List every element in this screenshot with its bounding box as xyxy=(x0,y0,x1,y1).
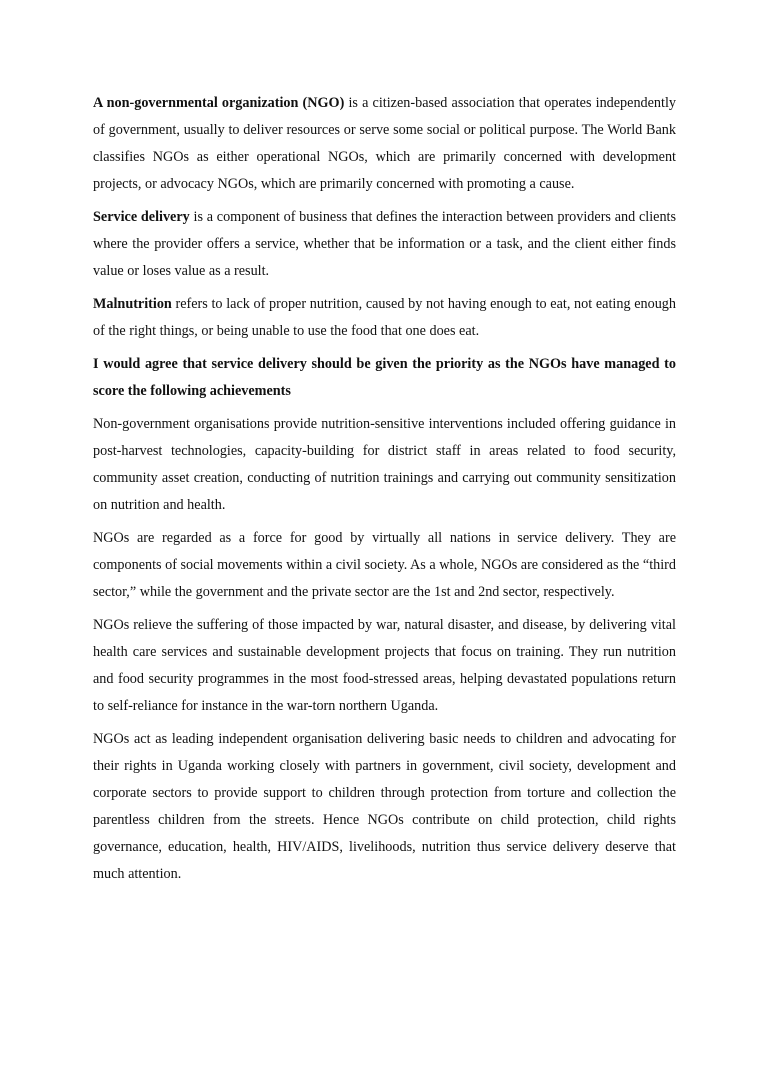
thesis-statement: I would agree that service delivery should be given the priority as the NGOs have managed to score the following achievements xyxy=(93,356,676,399)
term-ngo: A non-governmental organization (NGO) xyxy=(93,95,345,111)
paragraph-thesis-statement xyxy=(93,351,676,405)
term-malnutrition: Malnutrition xyxy=(93,296,172,312)
paragraph-text: is a citizen-based association that operates independently of government, usually to deliver resources or serve some social or political purpose. The World Bank classifies NGOs as either operational NGOs, which are primarily concerned with development projects, or advocacy NGOs, which are primarily concerned with promoting a cause. xyxy=(93,95,677,192)
paragraph-service-delivery-definition xyxy=(93,204,676,285)
paragraph-ngo-definition xyxy=(93,90,676,198)
paragraph-text: Non-government organisations provide nutrition-sensitive interventions included offering guidance in post-harvest technologies, capacity-building for district staff in areas related to food security, community asset creation, conducting of nutrition trainings and carrying out community sensitization on nutrition and health. xyxy=(93,416,676,513)
paragraph-text: refers to lack of proper nutrition, caused by not having enough to eat, not eating enough of the right things, or being unable to use the food that one does eat. xyxy=(93,296,676,339)
document-page xyxy=(93,90,676,894)
paragraph-malnutrition-definition xyxy=(93,291,676,345)
paragraph-text: NGOs are regarded as a force for good by virtually all nations in service delivery. They are components of social movements within a civil society. As a whole, NGOs are considered as the “third sector,” while the government and the private sector are the 1st and 2nd sector, respectively. xyxy=(93,530,676,600)
paragraph-relief-suffering xyxy=(93,612,676,720)
term-service-delivery: Service delivery xyxy=(93,209,190,225)
paragraph-child-protection xyxy=(93,726,676,888)
paragraph-text: is a component of business that defines the interaction between providers and clients where the provider offers a service, whether that be information or a task, and the client either finds value or loses value as a result. xyxy=(93,209,676,279)
paragraph-text: NGOs relieve the suffering of those impacted by war, natural disaster, and disease, by delivering vital health care services and sustainable development projects that focus on training. They run nutrition and food security programmes in the most food-stressed areas, helping devastated populations return to self-reliance for instance in the war-torn northern Uganda. xyxy=(93,617,676,714)
paragraph-third-sector xyxy=(93,525,676,606)
paragraph-text: NGOs act as leading independent organisation delivering basic needs to children and advocating for their rights in Uganda working closely with partners in government, civil society, development and corporate sectors to provide support to children through protection from torture and collection the parentless children from the streets. Hence NGOs contribute on child protection, child rights governance, education, health, HIV/AIDS, livelihoods, nutrition thus service delivery deserve that much attention. xyxy=(93,731,676,882)
paragraph-nutrition-interventions xyxy=(93,411,676,519)
